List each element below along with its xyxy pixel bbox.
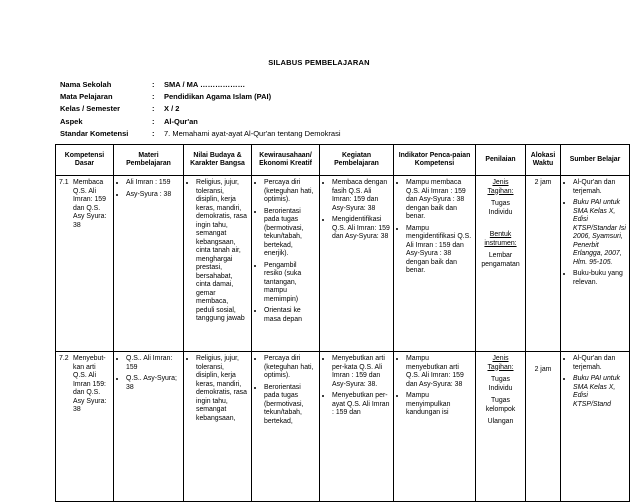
penilaian-cell xyxy=(476,176,526,352)
list-item: • Menyebutkan per-ayat Q.S. Ali Imran : 159 dan xyxy=(332,392,390,418)
bentuk-label: Bentuk instrumen: xyxy=(484,231,517,247)
jenis-label: Jenis Tagihan: xyxy=(487,179,514,195)
penilaian-cell xyxy=(476,352,526,502)
kegiatan-cell xyxy=(320,176,394,352)
header-kompetensi: Kompetensi Dasar xyxy=(56,145,114,176)
header-kewirausahaan: Kewirausahaan/ Ekonomi Kreatif xyxy=(252,145,320,176)
sumber-cell xyxy=(561,176,630,352)
list-item: • Percaya diri (keteguhan hati, optimis). xyxy=(264,179,316,205)
page-title: SILABUS PEMBELAJARAN xyxy=(268,58,370,67)
info-value: X / 2 xyxy=(164,104,180,114)
list-item: • Menyebutkan arti per-kata Q.S. Ali Imran : 159 dan Asy-Syura: 38. xyxy=(332,355,390,389)
jenis-label: Jenis Tagihan: xyxy=(487,355,514,371)
info-label: Mata Pelajaran xyxy=(60,92,113,102)
header-materi: Materi Pembelajaran xyxy=(114,145,184,176)
list-item: • Mampu mengidentifikasi Q.S. Ali Imran : 159 dan Asy-Syura : 38 dengan baik dan benar. xyxy=(406,225,472,276)
list-item: • Mampu membaca Q.S. Ali Imran : 159 dan Asy-Syura : 38 dengan baik dan benar. xyxy=(406,179,472,222)
header-penilaian: Penilaian xyxy=(476,145,526,176)
header-kegiatan: Kegiatan Pembelajaran xyxy=(320,145,394,176)
alokasi-cell: 2 jam xyxy=(526,176,561,352)
jenis-value: Tugas Individu xyxy=(488,200,513,216)
info-row-aspect: Aspek : Al-Qur'an xyxy=(60,116,341,128)
info-value: Al-Qur'an xyxy=(164,116,198,126)
info-row-school: Nama Sekolah : SMA / MA ……………… xyxy=(60,79,341,91)
list-item: • Mampu menyimpulkan kandungan isi xyxy=(406,392,472,418)
info-row-class: Kelas / Semester : X / 2 xyxy=(60,103,341,115)
nilai-cell xyxy=(184,352,252,502)
list-item: • Ali Imran : 159 xyxy=(126,179,180,188)
tugas-kelompok: Tugas kelompok xyxy=(485,397,516,413)
kewirausahaan-cell xyxy=(252,176,320,352)
header-alokasi: Alokasi Waktu xyxy=(526,145,561,176)
list-item: • Religius, jujur, toleransi, disiplin, kerja keras, mandiri, demokratis, rasa ingin tahu, semangat kebangsaan, xyxy=(196,355,248,423)
info-label: Standar Kometensi xyxy=(60,128,129,138)
alokasi-cell: 2 jam xyxy=(526,352,561,502)
info-block xyxy=(60,79,341,140)
list-item: • Mampu menyebutkan arti Q.S. Ali Imran: 159 dan Asy-Syura: 38 xyxy=(406,355,472,389)
info-label: Kelas / Semester xyxy=(60,104,121,114)
syllabus-table xyxy=(55,144,630,502)
kd-text: Menyebut-kan arti Q.S. Ali Imran 159: dan Q.S. Asy Syura: 38 xyxy=(73,355,107,413)
kd-cell: 7.2 Menyebut-kan arti Q.S. Ali Imran 159: dan Q.S. Asy Syura: 38 xyxy=(56,352,114,502)
list-item: • Buku PAI untuk SMA Kelas X, Edisi KTSP/Standar Isi 2006, Syamsuri, Penerbit Erlangga, 2007, Hlm. 95-105. xyxy=(573,199,626,267)
indikator-cell xyxy=(394,176,476,352)
info-label: Nama Sekolah xyxy=(60,80,112,89)
kewirausahaan-cell xyxy=(252,352,320,502)
list-item: • Buku PAI untuk SMA Kelas X, Edisi KTSP/Stand xyxy=(573,375,626,409)
table-row xyxy=(56,352,630,502)
list-item: • Q.S.. Ali Imran: 159 xyxy=(126,355,180,372)
table-row xyxy=(56,176,630,352)
header-nilai: Nilai Budaya & Karakter Bangsa xyxy=(184,145,252,176)
list-item: • Pengambil resiko (suka tantangan, mampu memimpin) xyxy=(264,262,316,305)
table-header-row xyxy=(56,145,630,176)
list-item: • Al-Qur'an dan terjemah. xyxy=(573,179,626,196)
info-row-standard: Standar Kometensi : 7. Memahami ayat-ayat Al-Qur'an tentang Demokrasi xyxy=(60,128,341,140)
list-item: • Berorientasi pada tugas (bermotivasi, tekun/tabah, bertekad, xyxy=(264,384,316,427)
sumber-cell xyxy=(561,352,630,502)
list-item: • Mengidentifikasi Q.S. Ali Imran: 159 dan Asy-Syura: 38 xyxy=(332,216,390,242)
nilai-cell xyxy=(184,176,252,352)
materi-cell xyxy=(114,352,184,502)
info-row-subject: Mata Pelajaran : Pendidikan Agama Islam (PAI) xyxy=(60,91,341,103)
bentuk-value: Lembar pengamatan xyxy=(481,252,520,268)
info-value: 7. Memahami ayat-ayat Al-Qur'an tentang Demokrasi xyxy=(164,128,341,138)
ulangan: Ulangan xyxy=(487,418,514,425)
list-item: • Berorientasi pada tugas (bermotivasi, tekun/tabah, bertekad, enerjik). xyxy=(264,208,316,259)
list-item: • Q.S.. Asy-Syura; 38 xyxy=(126,375,180,392)
info-value: Pendidikan Agama Islam (PAI) xyxy=(164,92,272,102)
list-item: • Percaya diri (keteguhan hati, optimis). xyxy=(264,355,316,381)
kegiatan-cell xyxy=(320,352,394,502)
list-item: • Orientasi ke masa depan xyxy=(264,307,316,324)
header-indikator: Indikator Penca-paian Kompetensi xyxy=(394,145,476,176)
list-item: • Membaca dengan fasih Q.S. Ali Imran: 159 dan Asy-Syura: 38 xyxy=(332,179,390,213)
info-label: Aspek xyxy=(60,116,83,126)
header-sumber: Sumber Belajar xyxy=(561,145,630,176)
kd-text: Membaca Q.S. Ali Imran: 159 dan Q.S. Asy Syura: 38 xyxy=(73,179,107,229)
indikator-cell xyxy=(394,352,476,502)
info-value: SMA / MA ……………… xyxy=(164,80,246,89)
list-item: • Buku-buku yang relevan. xyxy=(573,270,626,287)
jenis-value: Tugas Individu xyxy=(488,376,513,392)
list-item: • Asy-Syura : 38 xyxy=(126,191,180,200)
list-item: • Al-Qur'an dan terjemah. xyxy=(573,355,626,372)
materi-cell xyxy=(114,176,184,352)
list-item: • Religius, jujur, toleransi, disiplin, kerja keras, mandiri, demokratis, rasa ingin tahu, semangat kebangsaan, cinta tanah air, menghargai prestasi, bersahabat, cinta damai, gemar membaca, peduli sosial, tanggung jawab xyxy=(196,179,248,324)
kd-cell: 7.1 Membaca Q.S. Ali Imran: 159 dan Q.S. Asy Syura: 38 xyxy=(56,176,114,352)
